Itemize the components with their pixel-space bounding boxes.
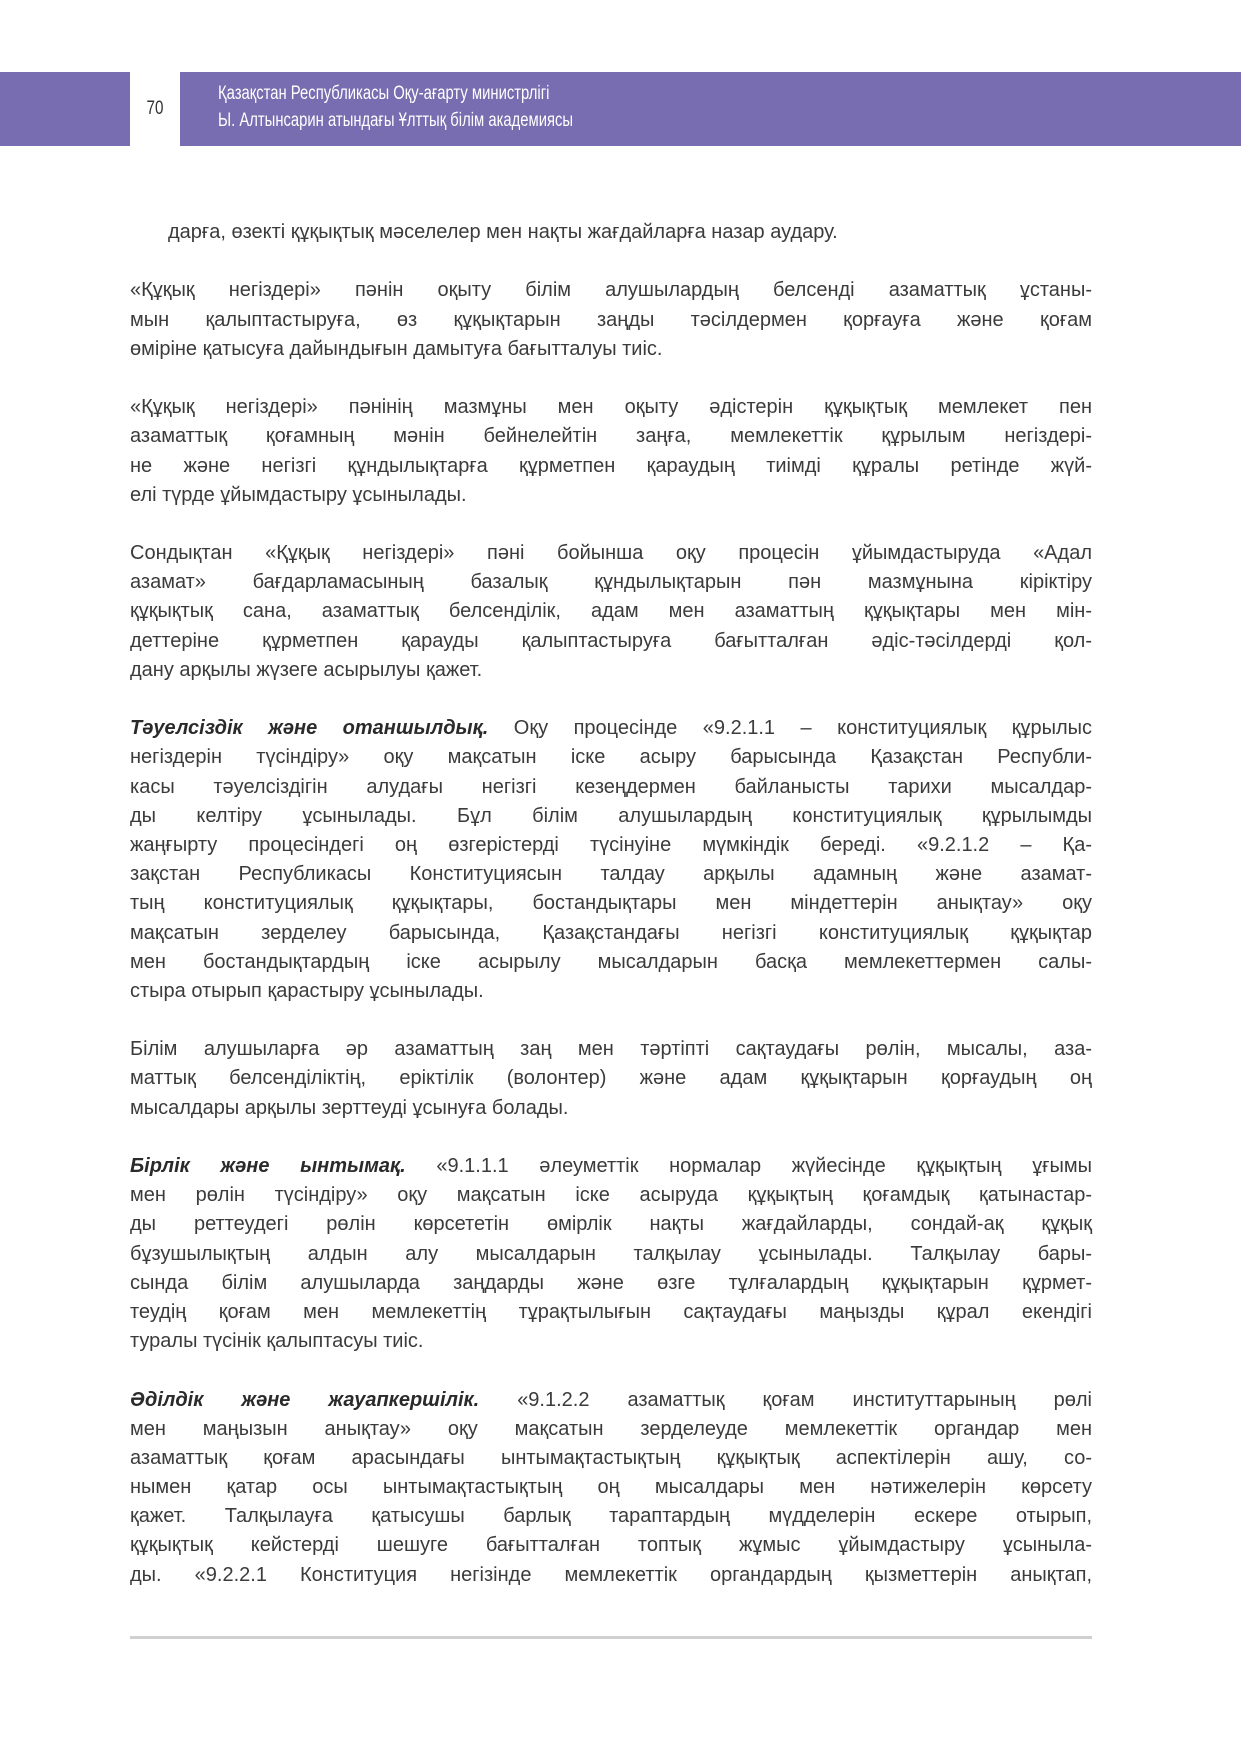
paragraph-line: ды. «9.2.2.1 Конституция негізінде мемлекеттік органдардың қызметтерін анықтап, <box>130 1563 1092 1586</box>
paragraph <box>130 1035 1092 1123</box>
paragraph-line: мақсатын зерделеу барысында, Қазақстандағы негізгі конституциялық құқықтар <box>130 921 1092 944</box>
paragraph-line: Бірлік және ынтымақ. «9.1.1.1 әлеуметтік нормалар жүйесінде құқықтың ұғымы <box>130 1155 1092 1177</box>
paragraph-line: азаматтық қоғамның мәнін бейнелейтін заңға, мемлекеттік құрылым негіздері- <box>130 425 1092 448</box>
section-lead: Бірлік және ынтымақ. <box>130 1155 406 1177</box>
paragraph-line: қажет. Талқылауға қатысушы барлық тараптардың мүдделерін ескере отырып, <box>130 1505 1092 1528</box>
section-lead: Тәуелсіздік және отаншылдық. <box>130 717 489 740</box>
paragraph-line: Білім алушыларға әр азаматтың заң мен тәртіпті сақтаудағы рөлін, мысалы, аза- <box>130 1038 1092 1061</box>
paragraph-line: «Құқық негіздері» пәнін оқыту білім алушылардың белсенді азаматтық ұстаны- <box>130 279 1092 302</box>
paragraph-line: азаматтық қоғам арасындағы ынтымақтастықтың құқықтық аспектілерін ашу, со- <box>130 1446 1092 1469</box>
page-number: 70 <box>146 98 164 119</box>
paragraph-line: касы тәуелсіздігін алудағы негізгі кезеңдермен байланысты тарихи мысалдар- <box>130 775 1092 798</box>
paragraph-line: нымен қатар осы ынтымақтастықтың оң мысалдары мен нәтижелерін көрсету <box>130 1476 1092 1499</box>
paragraph-line: «Құқық негіздері» пәнінің мазмұны мен оқыту әдістерін құқықтық мемлекет пен <box>130 396 1092 419</box>
running-header <box>218 80 573 134</box>
footer-divider <box>130 1636 1092 1639</box>
paragraph-line: деттеріне құрметпен қарауды қалыптастыруға бағытталған әдіс-тәсілдерді қол- <box>130 629 1092 652</box>
paragraph-line: ды келтіру ұсынылады. Бұл білім алушылардың конституциялық құрылымды <box>130 804 1092 827</box>
paragraph-line: азамат» бағдарламасының базалық құндылықтарын пән мазмұнына кіріктіру <box>130 571 1092 594</box>
paragraph-line: Әділдік және жауапкершілік. «9.1.2.2 азаматтық қоғам институттарының рөлі <box>130 1388 1093 1411</box>
page-body <box>130 218 1092 1590</box>
paragraph <box>130 539 1092 685</box>
paragraph-line: зақстан Республикасы Конституциясын талдау арқылы адамның және азамат- <box>130 863 1092 886</box>
paragraph-line: маттық белсенділіктің, еріктілік (волонтер) және адам құқықтарын қорғаудың оң <box>130 1067 1092 1090</box>
paragraph <box>130 276 1092 364</box>
paragraph-line: теудің қоғам мен мемлекеттің тұрақтылығын сақтаудағы маңызды құрал екендігі <box>130 1300 1092 1323</box>
paragraph <box>130 393 1092 510</box>
paragraph-line: Тәуелсіздік және отаншылдық. Оқу процесінде «9.2.1.1 – конституциялық құрылыс <box>130 717 1092 740</box>
paragraph-unity <box>130 1152 1092 1356</box>
paragraph-line: өміріне қатысуға дайындығын дамытуға бағытталуы тиіс. <box>130 337 663 360</box>
header-academy: Ы. Алтынсарин атындағы Ұлттық білім академиясы <box>218 110 574 131</box>
paragraph-line: негіздерін түсіндіру» оқу мақсатын іске асыру барысында Қазақстан Республи- <box>130 746 1092 769</box>
paragraph-line: сында білім алушыларда заңдарды және өзге тұлғалардың құқықтарын құрмет- <box>130 1271 1092 1294</box>
paragraph-line: дану арқылы жүзеге асырылуы қажет. <box>130 658 483 681</box>
paragraph-line: бұзушылықтың алдын алу мысалдарын талқылау ұсынылады. Талқылау бары- <box>130 1242 1092 1265</box>
paragraph-line: ды реттеудегі рөлін көрсететін өмірлік нақты жағдайларды, сондай-ақ құқық <box>130 1213 1092 1236</box>
paragraph-line: мен рөлін түсіндіру» оқу мақсатын іске асыруда құқықтың қоғамдық қатынастар- <box>130 1184 1092 1207</box>
section-lead: Әділдік және жауапкершілік. <box>130 1388 480 1411</box>
paragraph-line: жаңғырту процесіндегі оң өзгерістерді түсінуіне мүмкіндік береді. «9.2.1.2 – Қа- <box>130 833 1092 856</box>
paragraph-line: мын қалыптастыруға, өз құқықтарын заңды тәсілдермен қорғауға және қоғам <box>130 308 1092 331</box>
paragraph-line: құқықтық кейстерді шешуге бағытталған топтық жұмыс ұйымдастыру ұсыныла- <box>130 1534 1092 1557</box>
paragraph-line: құқықтық сана, азаматтық белсенділік, адам мен азаматтың құқықтары мен мін- <box>130 600 1092 623</box>
paragraph-independence <box>130 714 1092 1006</box>
paragraph-line: дарға, өзекті құқықтық мәселелер мен нақты жағдайларға назар аудару. <box>168 221 838 243</box>
paragraph-line: Сондықтан «Құқық негіздері» пәні бойынша оқу процесін ұйымдастыруда «Адал <box>130 542 1092 565</box>
paragraph-line: мен маңызын анықтау» оқу мақсатын зерделеуде мемлекеттік органдар мен <box>130 1417 1092 1440</box>
paragraph-line: туралы түсінік қалыптасуы тиіс. <box>130 1330 424 1353</box>
paragraph-line: мысалдары арқылы зерттеуді ұсынуға болады. <box>130 1096 569 1119</box>
paragraph-line: стыра отырып қарастыру ұсынылады. <box>130 979 484 1002</box>
header-ministry: Қазақстан Республикасы Оқу-ағарту министрлігі <box>218 83 550 104</box>
paragraph-line: елі түрде ұйымдастыру ұсынылады. <box>130 483 467 506</box>
paragraph-line: не және негізгі құндылықтарға құрметпен қараудың тиімді құралы ретінде жүй- <box>130 454 1092 477</box>
paragraph-justice <box>130 1386 1092 1590</box>
paragraph-line: тың конституциялық құқықтары, бостандықтары мен міндеттерін анықтау» оқу <box>130 892 1092 915</box>
paragraph-line: мен бостандықтардың іске асырылу мысалдарын басқа мемлекеттермен салы- <box>130 950 1092 973</box>
header-band-left <box>0 72 130 146</box>
